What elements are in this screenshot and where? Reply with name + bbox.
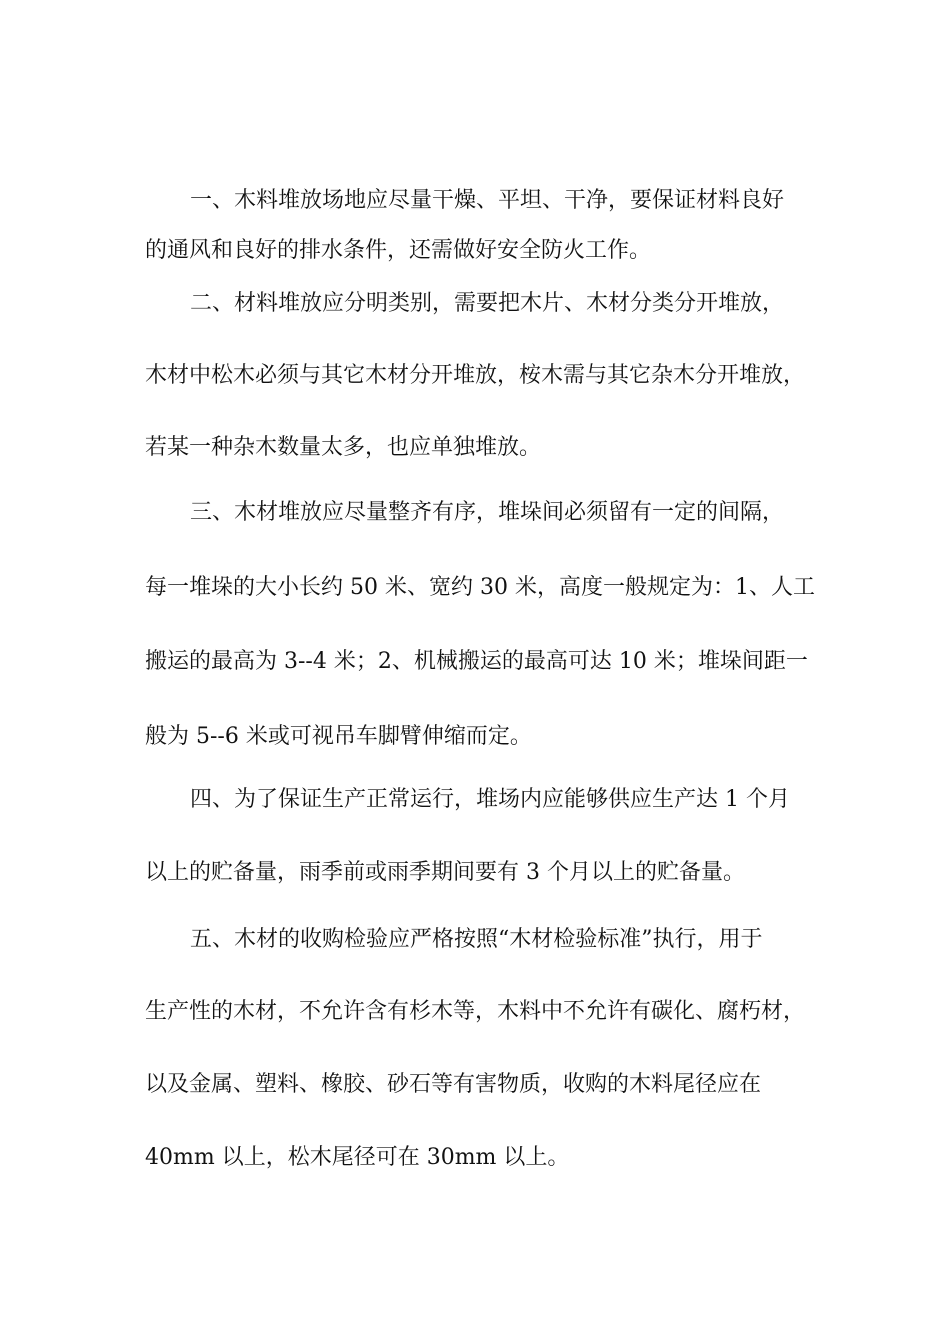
paragraph-2-line-3: 若某一种杂木数量太多，也应单独堆放。 — [145, 435, 542, 460]
paragraph-5-line-2: 生产性的木材，不允许含有杉木等，木料中不允许有碳化、腐朽材， — [145, 999, 806, 1024]
paragraph-1-line-2: 的通风和良好的排水条件，还需做好安全防火工作。 — [145, 238, 652, 263]
paragraph-4-line-1: 四、为了保证生产正常运行，堆场内应能够供应生产达 1 个月 — [190, 787, 790, 812]
paragraph-5-line-1: 五、木材的收购检验应严格按照“木材检验标准”执行，用于 — [190, 927, 763, 952]
paragraph-5-line-4: 40mm 以上，松木尾径可在 30mm 以上。 — [145, 1145, 570, 1170]
paragraph-5-line-3: 以及金属、塑料、橡胶、砂石等有害物质，收购的木料尾径应在 — [145, 1072, 762, 1097]
paragraph-4-line-2: 以上的贮备量，雨季前或雨季期间要有 3 个月以上的贮备量。 — [145, 860, 745, 885]
paragraph-2-line-1: 二、材料堆放应分明类别，需要把木片、木材分类分开堆放， — [190, 291, 785, 316]
paragraph-2-line-2: 木材中松木必须与其它木材分开堆放，桉木需与其它杂木分开堆放， — [145, 363, 806, 388]
paragraph-3-line-3: 搬运的最高为 3--4 米；2、机械搬运的最高可达 10 米；堆垛间距一 — [145, 649, 808, 674]
paragraph-3-line-1: 三、木材堆放应尽量整齐有序，堆垛间必须留有一定的间隔， — [190, 500, 785, 525]
paragraph-3-line-2: 每一堆垛的大小长约 50 米、宽约 30 米，高度一般规定为：1、人工 — [145, 575, 815, 600]
paragraph-1-line-1: 一、木料堆放场地应尽量干燥、平坦、干净，要保证材料良好 — [190, 188, 785, 213]
paragraph-3-line-4: 般为 5--6 米或可视吊车脚臂伸缩而定。 — [145, 724, 532, 749]
